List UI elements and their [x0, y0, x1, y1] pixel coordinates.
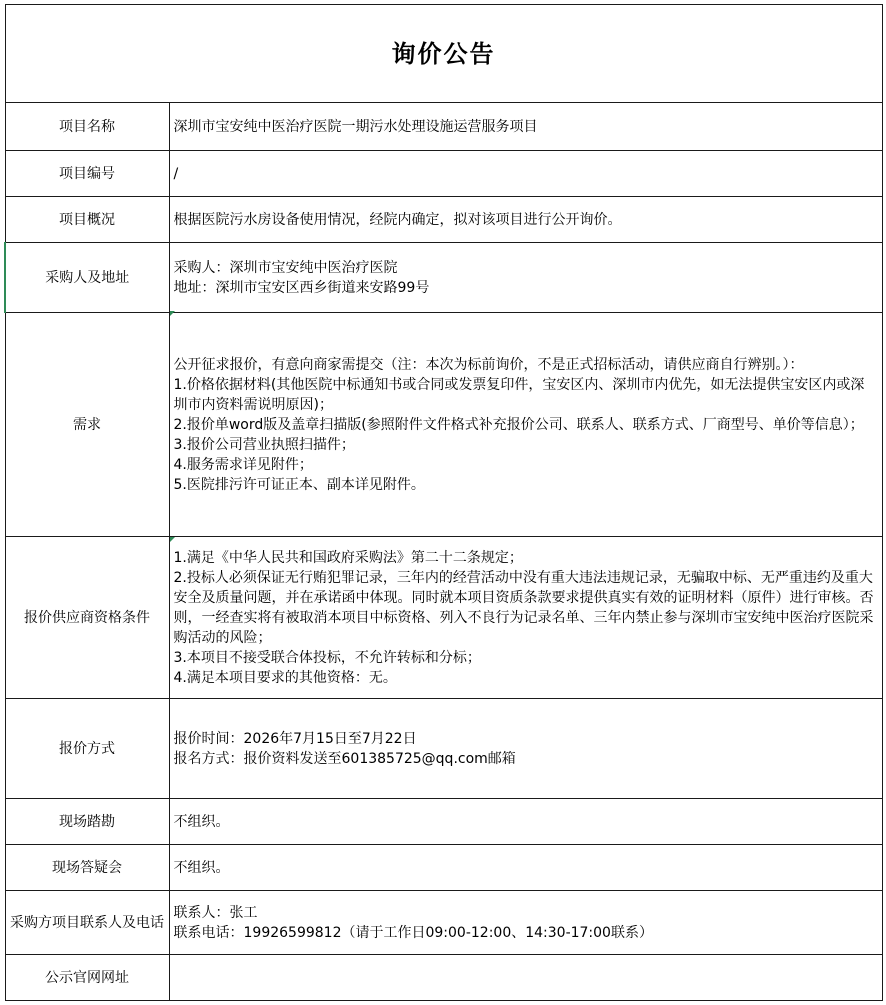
value-line: 地址：深圳市宝安区西乡街道来安路99号 [173, 279, 430, 296]
notice-table [4, 4, 883, 1001]
value-buyer-address[interactable] [169, 243, 882, 313]
label-website[interactable]: 公示官网网址 [5, 955, 169, 1001]
cell-marker-icon [170, 311, 175, 316]
label-buyer-address[interactable]: 采购人及地址 [5, 243, 169, 313]
row-site-visit [5, 799, 882, 845]
value-line: 公开征求报价，有意向商家需提交（注：本次为标前询价，不是正式招标活动，请供应商自行辨别。）： [173, 356, 804, 373]
value-line: 2.报价单word版及盖章扫描版(参照附件文件格式补充报价公司、联系人、联系方式、厂商型号、单价等信息）； [173, 416, 864, 433]
row-quote-method [5, 699, 882, 799]
value-line: 联系人：张工 [173, 904, 258, 921]
label-project-number[interactable]: 项目编号 [5, 151, 169, 197]
value-site-visit[interactable] [169, 799, 882, 845]
value-line: 1.价格依据材料(其他医院中标通知书或合同或发票复印件，宝安区内、深圳市内优先，如无法提供宝安区内或深圳市内资料需说明原因)； [173, 376, 865, 413]
value-line: 报价时间：2026年7月15日至7月22日 [173, 730, 417, 747]
value-quote-method[interactable] [169, 699, 882, 799]
title-row [5, 5, 882, 103]
value-line: 1.满足《中华人民共和国政府采购法》第二十二条规定； [173, 549, 523, 566]
row-website [5, 955, 882, 1001]
cell-marker-icon [170, 537, 175, 542]
value-contact[interactable] [169, 891, 882, 955]
label-qualifications[interactable]: 报价供应商资格条件 [5, 537, 169, 699]
label-requirements[interactable]: 需求 [5, 313, 169, 537]
value-line: 3.报价公司营业执照扫描件； [173, 436, 355, 453]
row-qa-meeting [5, 845, 882, 891]
value-line: 深圳市宝安纯中医治疗医院一期污水处理设施运营服务项目 [173, 118, 538, 135]
value-line: 2.投标人必须保证无行贿犯罪记录，三年内的经营活动中没有重大违法违规记录，无骗取中标、无严重违约及重大安全及质量问题，并在承诺函中体现。同时就本项目资质条款要求提供真实有效的证明材料（原件）进行审核。否则，一经查实将有被取消本项目中标资格、列入不良行为记录名单、三年内禁止参与深圳市宝安纯中医治疗医院采购活动的风险； [173, 569, 874, 646]
value-requirements[interactable] [169, 313, 882, 537]
row-qualifications [5, 537, 882, 699]
label-contact[interactable]: 采购方项目联系人及电话 [5, 891, 169, 955]
value-qualifications[interactable] [169, 537, 882, 699]
label-site-visit[interactable]: 现场踏勘 [5, 799, 169, 845]
label-qa-meeting[interactable]: 现场答疑会 [5, 845, 169, 891]
value-project-name[interactable] [169, 103, 882, 151]
value-line: 采购人：深圳市宝安纯中医治疗医院 [173, 259, 398, 276]
value-line: / [173, 165, 179, 182]
row-contact [5, 891, 882, 955]
value-line: 不组织。 [173, 859, 230, 876]
label-project-overview[interactable]: 项目概况 [5, 197, 169, 243]
value-line: 不组织。 [173, 813, 230, 830]
label-project-name[interactable]: 项目名称 [5, 103, 169, 151]
value-line: 4.服务需求详见附件； [173, 456, 313, 473]
row-project-number [5, 151, 882, 197]
value-line: 联系电话：19926599812（请于工作日09:00-12:00、14:30-17:00联系） [173, 924, 653, 941]
row-requirements [5, 313, 882, 537]
value-line: 报名方式：报价资料发送至601385725@qq.com邮箱 [173, 750, 516, 767]
value-line: 4.满足本项目要求的其他资格：无。 [173, 669, 397, 686]
row-project-name [5, 103, 882, 151]
value-project-number[interactable] [169, 151, 882, 197]
page-title[interactable]: 询价公告 [5, 5, 882, 103]
value-line: 3.本项目不接受联合体投标，不允许转标和分标； [173, 649, 481, 666]
value-line: 根据医院污水房设备使用情况，经院内确定，拟对该项目进行公开询价。 [173, 211, 622, 228]
row-project-overview [5, 197, 882, 243]
value-qa-meeting[interactable] [169, 845, 882, 891]
label-quote-method[interactable]: 报价方式 [5, 699, 169, 799]
row-buyer-address [5, 243, 882, 313]
value-line: 5.医院排污许可证正本、副本详见附件。 [173, 476, 425, 493]
value-website[interactable] [169, 955, 882, 1001]
value-project-overview[interactable] [169, 197, 882, 243]
